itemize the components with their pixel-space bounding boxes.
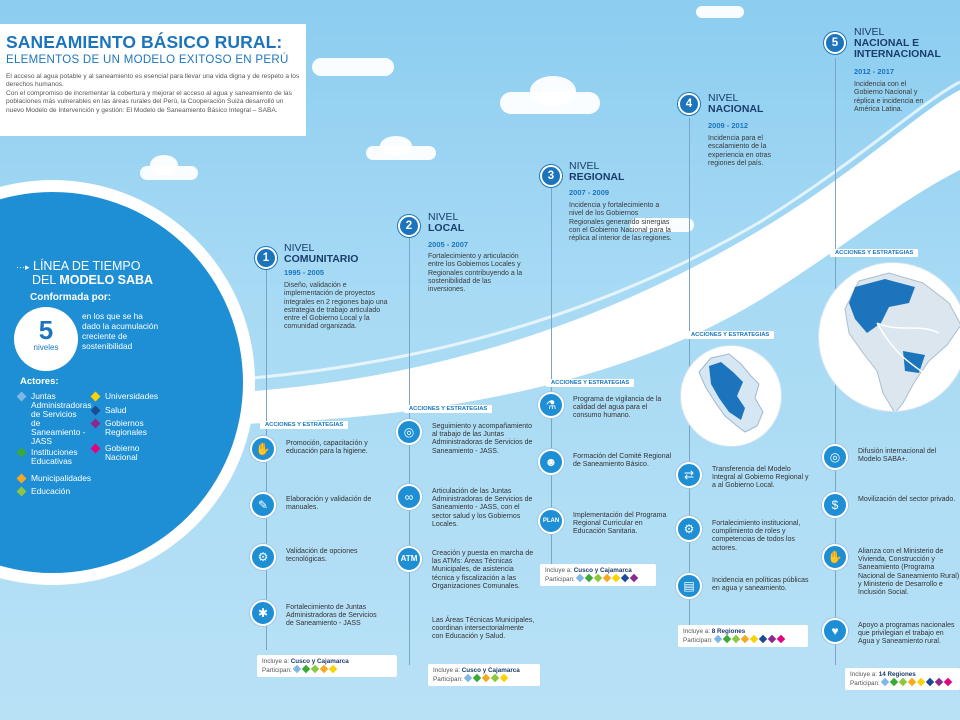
participant-diamond-icon [713,635,721,643]
actor-label: Salud [105,405,127,415]
includes-value: 14 Regiones [878,671,916,678]
participant-diamonds [715,636,787,645]
actor-item [18,448,88,466]
target-icon: ◎ [822,444,848,470]
binoculars-icon: ◎ [396,419,422,445]
peru-map-icon [681,346,782,447]
participant-diamond-icon [301,665,309,673]
intro-paragraph: El acceso al agua potable y al saneamiento es esencial para llevar una vida digna y de respeto a los derechos humanos. [6,73,300,89]
south-america-map [818,262,960,412]
includes-value: Cusco y Cajamarca [461,667,520,674]
includes-label: Incluye a: [683,628,710,635]
actor-item [18,391,92,446]
action-item-text: Articulación de las Juntas Administradoras de Servicios de Saneamiento - JASS, con el sector salud y los Gobiernos Locales. [432,488,533,528]
actor-diamond-icon [17,487,27,497]
participant-diamond-icon [292,665,300,673]
participant-diamond-icon [328,665,336,673]
manual-icon: ✎ [250,492,276,518]
includes-box [678,625,808,647]
actor-diamond-icon [17,448,27,458]
action-item-text: Creación y puesta en marcha de las ATMs: Áreas Técnicas Municipales, de asistencia técnica y fiscalización a las Organizaciones Comunales. [432,550,534,590]
actor-label: Gobierno Nacional [105,443,140,462]
participant-diamond-icon [611,574,619,582]
participants-label: Participan: [545,576,575,584]
level-name-top: NIVEL [428,211,459,223]
level-description: Fortalecimiento y articulación entre los Gobiernos Locales y Regionales contribuyendo a la sostenibilidad de las inversiones. [428,253,523,294]
actor-diamond-icon [91,406,101,416]
participant-diamond-icon [880,678,888,686]
includes-box [257,655,397,677]
arrow-icon: ···▸ [16,262,30,272]
participant-diamonds [577,575,640,584]
peru-map [680,345,782,447]
includes-box [540,564,656,586]
participant-diamond-icon [943,678,951,686]
header-card [0,24,306,136]
level-number-badge: 5 [824,32,846,54]
level-number-badge: 3 [540,165,562,187]
participant-diamonds [465,675,510,684]
level-years: 2005 - 2007 [428,240,469,249]
level-name-bottom: LOCAL [428,222,465,234]
document-icon: ▤ [676,573,702,599]
hands-icon: ✋ [250,436,276,462]
includes-box [845,668,960,690]
level-description: Incidencia para el escalamiento de la experiencia en otras regiones del país. [708,135,772,167]
level-years: 1995 - 2005 [284,268,325,277]
money-icon: $ [822,492,848,518]
page-title: SANEAMIENTO BÁSICO RURAL: [6,32,283,52]
level-number-badge: 1 [255,247,277,269]
level-name-top: NIVEL [708,92,739,104]
action-item-text: Fortalecimiento de Juntas Administradoras de Servicios de Saneamiento - JASS [286,604,377,628]
actor-item [18,474,108,483]
action-item-text: Fortalecimiento institucional, cumplimiento de roles y competencias de todos los actores. [712,520,801,552]
actor-label: Educación [31,486,71,496]
participant-diamond-icon [731,635,739,643]
level-number-badge: 4 [678,93,700,115]
participant-diamond-icon [499,674,507,682]
participant-diamond-icon [925,678,933,686]
includes-label: Incluye a: [545,567,572,574]
participant-diamond-icon [319,665,327,673]
participant-diamond-icon [490,674,498,682]
action-item-text: Programa de vigilancia de la calidad del agua para el consumo humano. [573,396,662,420]
participant-diamond-icon [481,674,489,682]
action-item-text: Transferencia del Modelo Integral al Gobierno Regional y a al Gobierno Local. [712,466,809,490]
participant-diamond-icon [767,635,775,643]
level-name [854,27,941,60]
actions-label: ACCIONES Y ESTRATEGIAS [686,331,774,339]
participant-diamonds [882,679,954,688]
actions-label: ACCIONES Y ESTRATEGIAS [404,405,492,413]
participant-diamond-icon [310,665,318,673]
participant-diamond-icon [629,574,637,582]
level-name-top: NIVEL [284,242,315,254]
participant-diamond-icon [934,678,942,686]
level-name-bottom: REGIONAL [569,171,625,183]
level-name-top: NIVEL [854,26,885,38]
participant-diamond-icon [889,678,897,686]
participant-diamond-icon [916,678,924,686]
institution-icon: ⚙ [676,516,702,542]
action-item-text: Alianza con el Ministerio de Vivienda, Construcción y Saneamiento (Programa Nacional de Saneamiento Rural) y Ministerio de Desarrollo e Inclusión Social. [858,548,960,597]
participant-diamond-icon [584,574,592,582]
level-name [284,243,358,265]
level-name [708,93,763,115]
action-item-text: Movilización del sector privado. [858,496,956,503]
participants-label: Participan: [433,676,463,684]
participant-diamond-icon [740,635,748,643]
actor-label: Gobiernos Regionales [105,418,147,437]
participant-diamonds [294,666,339,675]
level-description: Incidencia y fortalecimiento a nivel de los Gobiernos Regionales generando sinergias con el Gobierno Nacional para la réplica al interior de las regiones. [569,202,672,243]
actor-item [92,392,172,401]
participant-diamond-icon [776,635,784,643]
actor-label: Instituciones Educativas [31,447,78,466]
includes-value: Cusco y Cajamarca [573,567,632,574]
action-item-text: Difusión internacional del Modelo SABA+. [858,448,937,464]
includes-label: Incluye a: [262,658,289,665]
atm-icon: ATM [396,546,422,572]
level-years: 2012 - 2017 [854,67,895,76]
south-america-map-icon [819,263,960,412]
action-item-text: Apoyo a programas nacionales que privilegian el trabajo en Agua y Saneamiento rural. [858,622,955,646]
action-item-text: Implementación del Programa Regional Curricular en Educación Sanitaria. [573,512,667,536]
level-name-bottom: NACIONAL E [854,37,920,49]
participant-diamond-icon [575,574,583,582]
level-name [569,161,624,183]
action-item-text: Seguimiento y acompañamiento al trabajo de las Juntas Administradoras de Servicios de Saneamiento - JASS. [432,423,533,455]
includes-value: Cusco y Cajamarca [290,658,349,665]
action-item-text: Promoción, capacitación y educación para la higiene. [286,440,368,456]
action-item-text: Formación del Comité Regional de Saneamiento Básico. [573,453,672,469]
actor-label: Universidades [105,391,159,401]
actor-diamond-icon [91,392,101,402]
includes-value: 8 Regiones [711,628,746,635]
action-item-text: Elaboración y validación de manuales. [286,496,372,512]
conformada-label: Conformada por: [30,292,112,303]
actions-label: ACCIONES Y ESTRATEGIAS [546,379,634,387]
participant-diamond-icon [463,674,471,682]
levels-description: en los que se ha dado la acumulación creciente de sostenibilidad [82,311,159,351]
actor-item [92,419,152,437]
level-years: 2009 - 2012 [708,121,749,130]
actions-label: ACCIONES Y ESTRATEGIAS [830,249,918,257]
page-subtitle: ELEMENTOS DE UN MODELO EXITOSO EN PERÚ [6,54,289,66]
action-item-text: Incidencia en políticas públicas en agua y saneamiento. [712,577,809,593]
intro-paragraph: Con el compromiso de incrementar la cobertura y mejorar el acceso al agua y saneamiento de las poblaciones más vulnerables en las áreas rurales del Perú, la Cooperación Suiza desarrolló un nuevo Modelo de Intervención y gestión: El Modelo de Saneamiento Básico Integral – SABA. [6,89,292,114]
participants-label: Participan: [262,667,292,675]
level-name [428,212,464,234]
handshake-icon: ✋ [822,544,848,570]
action-item-text: Las Áreas Técnicas Municipales, coordinan intersectorialmente con Educación y Salud. [432,617,535,641]
participants-label: Participan: [683,637,713,645]
actor-item [92,406,172,415]
support-icon: ♥ [822,618,848,644]
actor-item [92,444,152,462]
participants-label: Participan: [850,680,880,688]
actor-label: Municipalidades [31,473,92,483]
participant-diamond-icon [472,674,480,682]
peru-transfer-icon: ⇄ [676,462,702,488]
actors-title: Actores: [20,376,59,387]
participant-diamond-icon [593,574,601,582]
actor-diamond-icon [17,474,27,484]
actor-diamond-icon [91,419,101,429]
actor-diamond-icon [91,444,101,454]
level-name-bottom: COMUNITARIO [284,253,359,265]
participant-diamond-icon [620,574,628,582]
chain-icon: ∞ [396,484,422,510]
includes-label: Incluye a: [850,671,877,678]
level-years: 2007 - 2009 [569,188,610,197]
participant-diamond-icon [749,635,757,643]
participant-diamond-icon [898,678,906,686]
committee-icon: ☻ [538,449,564,475]
participant-diamond-icon [758,635,766,643]
level-name-bottom: NACIONAL [708,103,764,115]
level-name-top: NIVEL [569,160,600,172]
timeline-title: ···▸ LÍNEA DE TIEMPO DEL MODELO SABA [16,259,154,287]
participant-diamond-icon [602,574,610,582]
test-tube-icon: ⚗ [538,392,564,418]
level-description: Incidencia con el Gobierno Nacional y réplica e incidencia en América Latina. [854,81,924,113]
plan-icon: PLAN [538,508,564,534]
network-icon: ✱ [250,600,276,626]
action-item-text: Validación de opciones tecnológicas. [286,548,358,564]
actor-label: Juntas Administradoras de Servicios de Saneamiento - JASS [31,391,92,446]
actor-diamond-icon [17,392,27,402]
includes-label: Incluye a: [433,667,460,674]
includes-box [428,664,540,686]
level-description: Diseño, validación e implementación de proyectos integrales en 2 regiones bajo una estrategia de trabajo articulado entre el Gobierno Local y la comunidad organizada. [284,282,388,331]
actions-label: ACCIONES Y ESTRATEGIAS [260,421,348,429]
level-number-badge: 2 [398,215,420,237]
participant-diamond-icon [722,635,730,643]
level-name-bottom2: INTERNACIONAL [854,48,941,60]
level-timeline-line [409,238,410,665]
actor-item [18,487,108,496]
technology-icon: ⚙ [250,544,276,570]
participant-diamond-icon [907,678,915,686]
levels-count-badge: 5 niveles [14,307,78,371]
